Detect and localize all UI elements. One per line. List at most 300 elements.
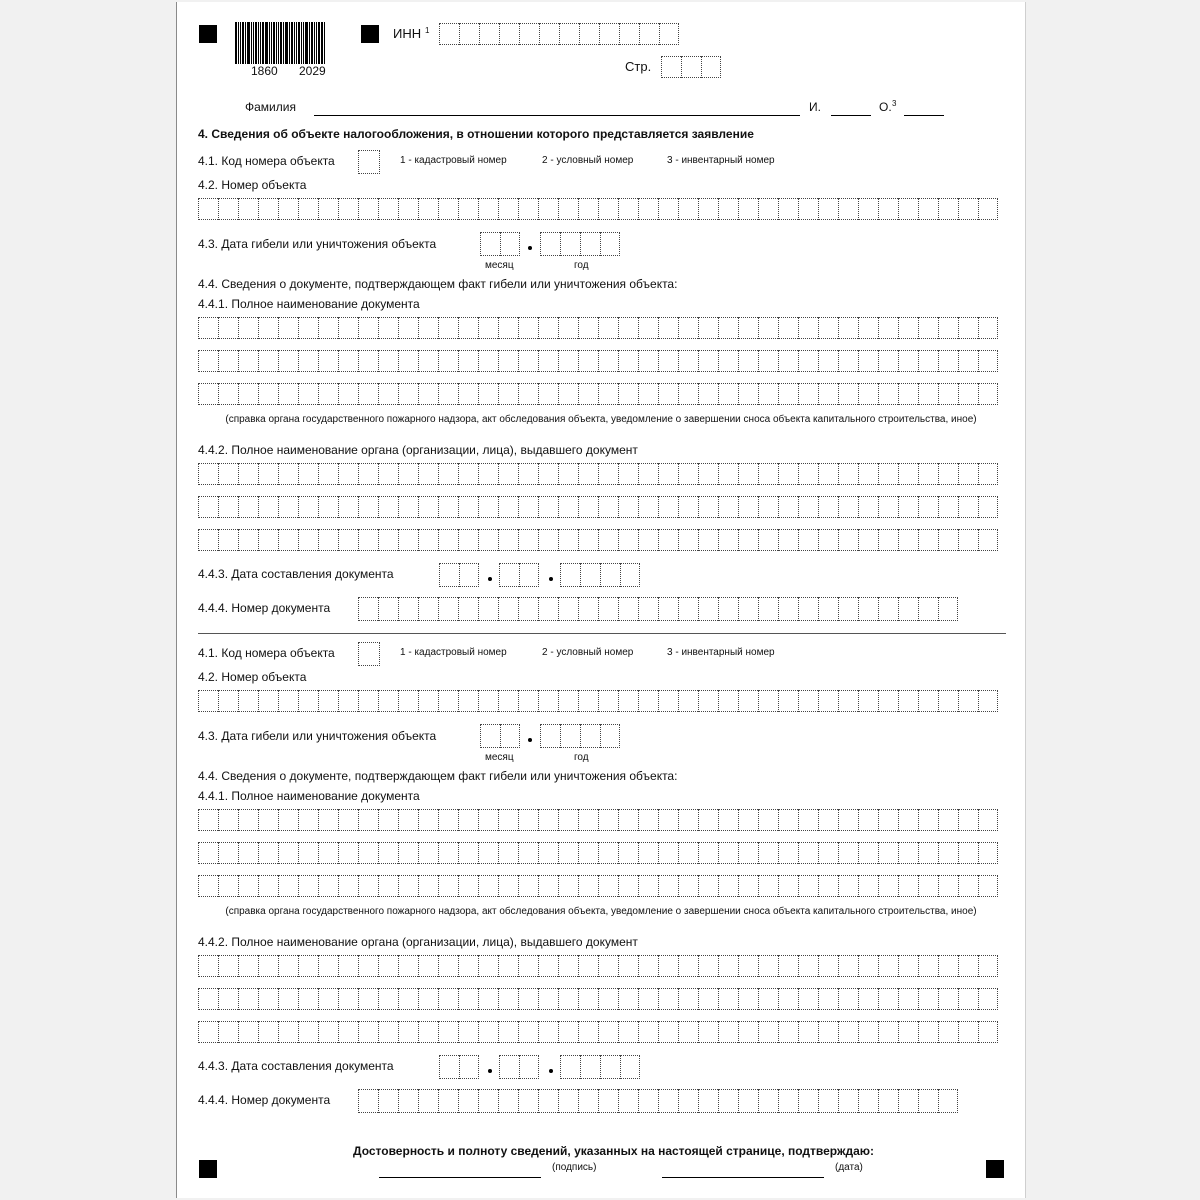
input-cell[interactable]	[418, 1089, 438, 1113]
input-cell[interactable]	[958, 690, 978, 712]
input-cell[interactable]	[938, 350, 958, 372]
input-cell[interactable]	[358, 809, 378, 831]
input-cell[interactable]	[298, 842, 318, 864]
input-cell[interactable]	[258, 690, 278, 712]
input-cell[interactable]	[758, 1021, 778, 1043]
input-cell[interactable]	[480, 232, 500, 256]
input-cell[interactable]	[338, 690, 358, 712]
input-cell[interactable]	[398, 955, 418, 977]
input-cell[interactable]	[818, 198, 838, 220]
input-cell[interactable]	[778, 988, 798, 1010]
input-cell[interactable]	[458, 198, 478, 220]
input-cell[interactable]	[958, 198, 978, 220]
object-number-field[interactable]	[198, 690, 998, 712]
input-cell[interactable]	[298, 875, 318, 897]
input-cell[interactable]	[338, 463, 358, 485]
input-cell[interactable]	[598, 597, 618, 621]
input-cell[interactable]	[238, 809, 258, 831]
input-cell[interactable]	[558, 1021, 578, 1043]
input-cell[interactable]	[198, 496, 218, 518]
input-cell[interactable]	[918, 690, 938, 712]
input-cell[interactable]	[938, 1089, 958, 1113]
input-cell[interactable]	[378, 383, 398, 405]
input-cell[interactable]	[658, 955, 678, 977]
input-cell[interactable]	[638, 690, 658, 712]
input-cell[interactable]	[738, 463, 758, 485]
input-cell[interactable]	[218, 350, 238, 372]
input-cell[interactable]	[458, 317, 478, 339]
input-cell[interactable]	[518, 988, 538, 1010]
input-cell[interactable]	[499, 1055, 519, 1079]
input-cell[interactable]	[518, 383, 538, 405]
input-cell[interactable]	[518, 198, 538, 220]
input-cell[interactable]	[358, 496, 378, 518]
input-cell[interactable]	[238, 317, 258, 339]
issuer-field-row3[interactable]	[198, 1021, 998, 1043]
input-cell[interactable]	[598, 198, 618, 220]
input-cell[interactable]	[378, 496, 398, 518]
input-cell[interactable]	[638, 597, 658, 621]
input-cell[interactable]	[758, 955, 778, 977]
input-cell[interactable]	[498, 198, 518, 220]
doc-number-field[interactable]	[358, 1089, 958, 1113]
input-cell[interactable]	[798, 842, 818, 864]
input-cell[interactable]	[358, 529, 378, 551]
input-cell[interactable]	[238, 496, 258, 518]
input-cell[interactable]	[418, 317, 438, 339]
input-cell[interactable]	[778, 529, 798, 551]
input-cell[interactable]	[918, 496, 938, 518]
input-cell[interactable]	[638, 463, 658, 485]
input-cell[interactable]	[318, 317, 338, 339]
input-cell[interactable]	[638, 383, 658, 405]
input-cell[interactable]	[578, 496, 598, 518]
input-cell[interactable]	[580, 232, 600, 256]
input-cell[interactable]	[578, 529, 598, 551]
input-cell[interactable]	[598, 529, 618, 551]
input-cell[interactable]	[818, 383, 838, 405]
input-cell[interactable]	[878, 463, 898, 485]
input-cell[interactable]	[498, 1089, 518, 1113]
input-cell[interactable]	[218, 198, 238, 220]
input-cell[interactable]	[258, 198, 278, 220]
input-cell[interactable]	[378, 463, 398, 485]
input-cell[interactable]	[198, 809, 218, 831]
input-cell[interactable]	[398, 529, 418, 551]
input-cell[interactable]	[898, 463, 918, 485]
input-cell[interactable]	[438, 809, 458, 831]
input-cell[interactable]	[678, 1021, 698, 1043]
input-cell[interactable]	[458, 955, 478, 977]
input-cell[interactable]	[659, 23, 679, 45]
input-cell[interactable]	[978, 198, 998, 220]
input-cell[interactable]	[378, 1021, 398, 1043]
input-cell[interactable]	[958, 383, 978, 405]
input-cell[interactable]	[978, 690, 998, 712]
input-cell[interactable]	[758, 597, 778, 621]
input-cell[interactable]	[918, 383, 938, 405]
input-cell[interactable]	[358, 642, 380, 666]
input-cell[interactable]	[498, 496, 518, 518]
input-cell[interactable]	[418, 529, 438, 551]
input-cell[interactable]	[238, 350, 258, 372]
input-cell[interactable]	[718, 529, 738, 551]
input-cell[interactable]	[838, 1089, 858, 1113]
input-cell[interactable]	[878, 529, 898, 551]
input-cell[interactable]	[958, 317, 978, 339]
input-cell[interactable]	[898, 350, 918, 372]
input-cell[interactable]	[538, 463, 558, 485]
input-cell[interactable]	[578, 955, 598, 977]
input-cell[interactable]	[758, 690, 778, 712]
input-cell[interactable]	[580, 724, 600, 748]
input-cell[interactable]	[458, 842, 478, 864]
input-cell[interactable]	[878, 496, 898, 518]
input-cell[interactable]	[538, 350, 558, 372]
input-cell[interactable]	[558, 463, 578, 485]
input-cell[interactable]	[838, 317, 858, 339]
input-cell[interactable]	[678, 875, 698, 897]
input-cell[interactable]	[198, 955, 218, 977]
input-cell[interactable]	[638, 529, 658, 551]
input-cell[interactable]	[540, 724, 560, 748]
input-cell[interactable]	[778, 463, 798, 485]
input-cell[interactable]	[618, 1089, 638, 1113]
input-cell[interactable]	[558, 690, 578, 712]
input-cell[interactable]	[458, 463, 478, 485]
input-cell[interactable]	[718, 597, 738, 621]
input-cell[interactable]	[538, 955, 558, 977]
input-cell[interactable]	[638, 809, 658, 831]
input-cell[interactable]	[238, 690, 258, 712]
input-cell[interactable]	[338, 809, 358, 831]
doc-date-year-field[interactable]	[560, 563, 640, 587]
input-cell[interactable]	[618, 317, 638, 339]
input-cell[interactable]	[838, 529, 858, 551]
input-cell[interactable]	[698, 842, 718, 864]
input-cell[interactable]	[518, 690, 538, 712]
input-cell[interactable]	[398, 496, 418, 518]
input-cell[interactable]	[418, 383, 438, 405]
input-cell[interactable]	[618, 988, 638, 1010]
input-cell[interactable]	[798, 496, 818, 518]
input-cell[interactable]	[738, 809, 758, 831]
input-cell[interactable]	[681, 56, 701, 78]
input-cell[interactable]	[458, 1021, 478, 1043]
input-cell[interactable]	[658, 875, 678, 897]
input-cell[interactable]	[638, 1021, 658, 1043]
input-cell[interactable]	[438, 383, 458, 405]
input-cell[interactable]	[838, 955, 858, 977]
doc-date-day-field[interactable]	[439, 563, 479, 587]
input-cell[interactable]	[318, 529, 338, 551]
input-cell[interactable]	[638, 350, 658, 372]
input-cell[interactable]	[758, 463, 778, 485]
input-cell[interactable]	[479, 23, 499, 45]
object-code-field[interactable]	[358, 642, 380, 666]
input-cell[interactable]	[518, 496, 538, 518]
input-cell[interactable]	[898, 1089, 918, 1113]
input-cell[interactable]	[478, 350, 498, 372]
input-cell[interactable]	[438, 1089, 458, 1113]
input-cell[interactable]	[838, 809, 858, 831]
input-cell[interactable]	[498, 463, 518, 485]
input-cell[interactable]	[678, 383, 698, 405]
input-cell[interactable]	[418, 198, 438, 220]
input-cell[interactable]	[698, 597, 718, 621]
input-cell[interactable]	[578, 842, 598, 864]
input-cell[interactable]	[938, 383, 958, 405]
input-cell[interactable]	[818, 842, 838, 864]
input-cell[interactable]	[378, 842, 398, 864]
input-cell[interactable]	[538, 842, 558, 864]
input-cell[interactable]	[298, 809, 318, 831]
input-cell[interactable]	[838, 496, 858, 518]
input-cell[interactable]	[938, 463, 958, 485]
input-cell[interactable]	[818, 809, 838, 831]
input-cell[interactable]	[918, 955, 938, 977]
input-cell[interactable]	[658, 809, 678, 831]
input-cell[interactable]	[618, 1021, 638, 1043]
input-cell[interactable]	[538, 496, 558, 518]
input-cell[interactable]	[338, 875, 358, 897]
input-cell[interactable]	[358, 198, 378, 220]
input-cell[interactable]	[578, 809, 598, 831]
input-cell[interactable]	[938, 198, 958, 220]
input-cell[interactable]	[658, 463, 678, 485]
input-cell[interactable]	[898, 955, 918, 977]
input-cell[interactable]	[858, 496, 878, 518]
input-cell[interactable]	[358, 463, 378, 485]
input-cell[interactable]	[678, 690, 698, 712]
input-cell[interactable]	[818, 955, 838, 977]
input-cell[interactable]	[878, 597, 898, 621]
input-cell[interactable]	[698, 463, 718, 485]
input-cell[interactable]	[658, 496, 678, 518]
input-cell[interactable]	[378, 1089, 398, 1113]
input-cell[interactable]	[238, 875, 258, 897]
input-cell[interactable]	[298, 198, 318, 220]
input-cell[interactable]	[518, 529, 538, 551]
input-cell[interactable]	[618, 383, 638, 405]
input-cell[interactable]	[458, 875, 478, 897]
input-cell[interactable]	[498, 1021, 518, 1043]
input-cell[interactable]	[438, 988, 458, 1010]
input-cell[interactable]	[578, 1089, 598, 1113]
input-cell[interactable]	[559, 23, 579, 45]
input-cell[interactable]	[278, 690, 298, 712]
input-cell[interactable]	[658, 383, 678, 405]
input-cell[interactable]	[898, 1021, 918, 1043]
input-cell[interactable]	[278, 350, 298, 372]
input-cell[interactable]	[298, 529, 318, 551]
input-cell[interactable]	[538, 317, 558, 339]
input-cell[interactable]	[198, 463, 218, 485]
date-field[interactable]	[662, 1177, 824, 1178]
input-cell[interactable]	[238, 198, 258, 220]
input-cell[interactable]	[678, 463, 698, 485]
input-cell[interactable]	[218, 809, 238, 831]
input-cell[interactable]	[338, 988, 358, 1010]
input-cell[interactable]	[898, 529, 918, 551]
input-cell[interactable]	[798, 597, 818, 621]
input-cell[interactable]	[758, 529, 778, 551]
input-cell[interactable]	[378, 317, 398, 339]
input-cell[interactable]	[978, 955, 998, 977]
input-cell[interactable]	[519, 563, 539, 587]
input-cell[interactable]	[318, 809, 338, 831]
input-cell[interactable]	[958, 1021, 978, 1043]
input-cell[interactable]	[918, 809, 938, 831]
input-cell[interactable]	[938, 988, 958, 1010]
input-cell[interactable]	[418, 955, 438, 977]
input-cell[interactable]	[238, 463, 258, 485]
input-cell[interactable]	[478, 198, 498, 220]
surname-field[interactable]	[314, 115, 800, 116]
input-cell[interactable]	[718, 383, 738, 405]
input-cell[interactable]	[458, 988, 478, 1010]
input-cell[interactable]	[958, 350, 978, 372]
input-cell[interactable]	[458, 383, 478, 405]
input-cell[interactable]	[658, 529, 678, 551]
input-cell[interactable]	[858, 350, 878, 372]
issuer-field-row2[interactable]	[198, 988, 998, 1010]
input-cell[interactable]	[558, 842, 578, 864]
input-cell[interactable]	[978, 463, 998, 485]
input-cell[interactable]	[798, 988, 818, 1010]
input-cell[interactable]	[498, 955, 518, 977]
input-cell[interactable]	[738, 496, 758, 518]
input-cell[interactable]	[318, 988, 338, 1010]
input-cell[interactable]	[658, 1021, 678, 1043]
input-cell[interactable]	[398, 317, 418, 339]
input-cell[interactable]	[578, 1021, 598, 1043]
input-cell[interactable]	[418, 690, 438, 712]
input-cell[interactable]	[658, 198, 678, 220]
input-cell[interactable]	[878, 842, 898, 864]
input-cell[interactable]	[580, 563, 600, 587]
input-cell[interactable]	[578, 988, 598, 1010]
input-cell[interactable]	[838, 350, 858, 372]
input-cell[interactable]	[938, 597, 958, 621]
input-cell[interactable]	[738, 350, 758, 372]
input-cell[interactable]	[538, 875, 558, 897]
input-cell[interactable]	[358, 1021, 378, 1043]
input-cell[interactable]	[878, 690, 898, 712]
input-cell[interactable]	[258, 317, 278, 339]
input-cell[interactable]	[718, 317, 738, 339]
input-cell[interactable]	[298, 955, 318, 977]
input-cell[interactable]	[619, 23, 639, 45]
input-cell[interactable]	[478, 809, 498, 831]
input-cell[interactable]	[858, 809, 878, 831]
input-cell[interactable]	[398, 463, 418, 485]
input-cell[interactable]	[838, 463, 858, 485]
input-cell[interactable]	[498, 350, 518, 372]
input-cell[interactable]	[218, 383, 238, 405]
input-cell[interactable]	[898, 875, 918, 897]
input-cell[interactable]	[618, 842, 638, 864]
input-cell[interactable]	[718, 496, 738, 518]
input-cell[interactable]	[338, 496, 358, 518]
input-cell[interactable]	[278, 496, 298, 518]
input-cell[interactable]	[538, 809, 558, 831]
input-cell[interactable]	[658, 1089, 678, 1113]
input-cell[interactable]	[638, 955, 658, 977]
input-cell[interactable]	[600, 563, 620, 587]
input-cell[interactable]	[798, 809, 818, 831]
input-cell[interactable]	[498, 317, 518, 339]
doc-name-field-row1[interactable]	[198, 809, 998, 831]
input-cell[interactable]	[698, 690, 718, 712]
input-cell[interactable]	[218, 463, 238, 485]
input-cell[interactable]	[298, 988, 318, 1010]
input-cell[interactable]	[438, 198, 458, 220]
input-cell[interactable]	[258, 1021, 278, 1043]
input-cell[interactable]	[698, 1089, 718, 1113]
input-cell[interactable]	[498, 875, 518, 897]
input-cell[interactable]	[258, 463, 278, 485]
input-cell[interactable]	[378, 529, 398, 551]
input-cell[interactable]	[538, 1021, 558, 1043]
input-cell[interactable]	[458, 496, 478, 518]
input-cell[interactable]	[358, 350, 378, 372]
input-cell[interactable]	[778, 496, 798, 518]
input-cell[interactable]	[698, 317, 718, 339]
input-cell[interactable]	[818, 1089, 838, 1113]
input-cell[interactable]	[198, 842, 218, 864]
input-cell[interactable]	[518, 1021, 538, 1043]
input-cell[interactable]	[418, 597, 438, 621]
input-cell[interactable]	[918, 463, 938, 485]
input-cell[interactable]	[198, 1021, 218, 1043]
input-cell[interactable]	[618, 955, 638, 977]
input-cell[interactable]	[738, 597, 758, 621]
input-cell[interactable]	[598, 496, 618, 518]
input-cell[interactable]	[818, 350, 838, 372]
input-cell[interactable]	[758, 350, 778, 372]
input-cell[interactable]	[438, 317, 458, 339]
input-cell[interactable]	[878, 1089, 898, 1113]
input-cell[interactable]	[958, 875, 978, 897]
input-cell[interactable]	[858, 842, 878, 864]
input-cell[interactable]	[478, 1021, 498, 1043]
input-cell[interactable]	[338, 383, 358, 405]
input-cell[interactable]	[758, 198, 778, 220]
input-cell[interactable]	[538, 529, 558, 551]
input-cell[interactable]	[878, 1021, 898, 1043]
input-cell[interactable]	[958, 988, 978, 1010]
doc-date-year-field[interactable]	[560, 1055, 640, 1079]
input-cell[interactable]	[478, 463, 498, 485]
input-cell[interactable]	[638, 1089, 658, 1113]
input-cell[interactable]	[258, 842, 278, 864]
input-cell[interactable]	[198, 690, 218, 712]
input-cell[interactable]	[598, 350, 618, 372]
input-cell[interactable]	[578, 383, 598, 405]
input-cell[interactable]	[358, 150, 380, 174]
input-cell[interactable]	[878, 875, 898, 897]
doc-name-field-row1[interactable]	[198, 317, 998, 339]
input-cell[interactable]	[218, 690, 238, 712]
input-cell[interactable]	[978, 350, 998, 372]
death-month-field[interactable]	[480, 232, 520, 256]
input-cell[interactable]	[698, 198, 718, 220]
input-cell[interactable]	[598, 988, 618, 1010]
input-cell[interactable]	[618, 529, 638, 551]
input-cell[interactable]	[438, 350, 458, 372]
input-cell[interactable]	[818, 317, 838, 339]
